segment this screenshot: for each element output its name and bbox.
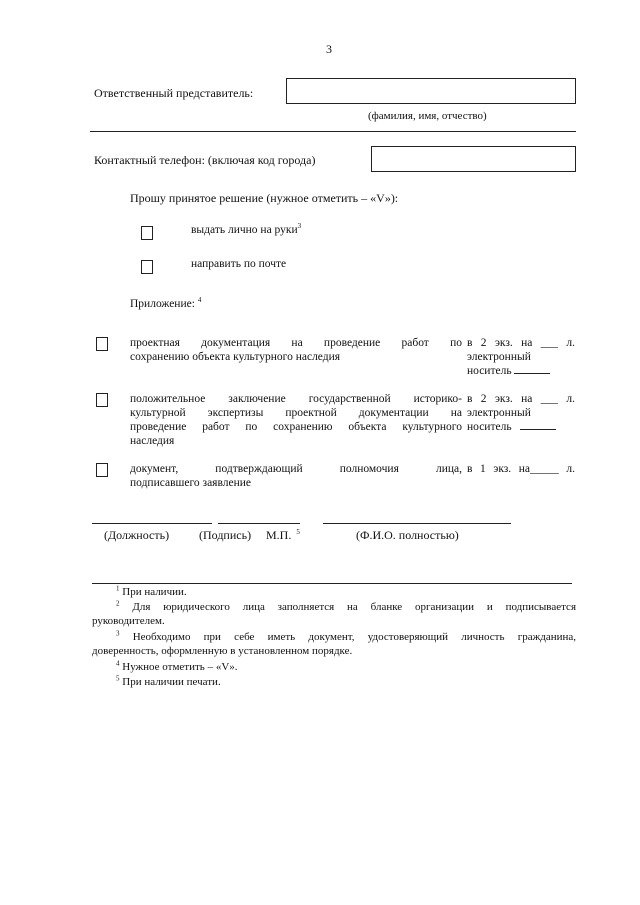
copies-medium xyxy=(467,364,575,378)
copies-text: в 2 экз. на ___ л. xyxy=(467,393,575,405)
footnote-number: 2 xyxy=(116,599,120,608)
checkbox-hand-delivery[interactable] xyxy=(141,226,153,240)
representative-label: Ответственный представитель: xyxy=(94,86,254,100)
separator-line xyxy=(90,131,576,132)
page-number: 3 xyxy=(326,42,332,56)
stamp-label: М.П. xyxy=(266,528,292,542)
attachment-item-text: проведение работ по сохранению объекта культурного xyxy=(130,421,462,433)
copies-text: электронный xyxy=(467,407,531,419)
copies-medium xyxy=(467,420,575,434)
checkbox-attachment-authority-doc[interactable] xyxy=(96,463,108,477)
attachment-label: Приложение: xyxy=(130,298,195,310)
fullname-line xyxy=(323,523,511,524)
stamp-caption xyxy=(266,528,300,543)
attachment-item-text: наследия xyxy=(130,435,175,447)
footnote-5 xyxy=(116,676,221,689)
attachment-heading xyxy=(130,298,201,310)
attachment-item-authority-doc xyxy=(130,462,462,490)
copies-text: электронный xyxy=(467,351,531,363)
footnote-3-continuation: доверенность, оформленную в установленном порядке. xyxy=(92,645,353,657)
copies-text: носитель xyxy=(467,365,512,377)
representative-value xyxy=(287,85,291,97)
footnote-2 xyxy=(116,601,576,614)
attachment-item-project-docs xyxy=(130,336,462,364)
footnote-number: 1 xyxy=(116,584,120,593)
phone-field[interactable] xyxy=(371,146,576,172)
footnote-ref-3: 3 xyxy=(297,222,302,231)
checkbox-attachment-expertise[interactable] xyxy=(96,393,108,407)
attachment-copies-expertise xyxy=(467,392,575,434)
attachment-item-text: сохранению объекта культурного наследия xyxy=(130,351,341,363)
footnote-text: При наличии печати. xyxy=(122,676,221,688)
footnote-4 xyxy=(116,661,238,674)
copies-text: носитель xyxy=(467,421,512,433)
copies-blank-line xyxy=(514,364,550,374)
checkbox-attachment-project-docs[interactable] xyxy=(96,337,108,351)
position-line xyxy=(92,523,212,524)
signature-line xyxy=(218,523,300,524)
footnote-3 xyxy=(116,631,576,644)
copies-blank-line xyxy=(520,420,556,430)
footnote-1 xyxy=(116,586,187,599)
footnote-separator xyxy=(92,583,572,584)
footnote-number: 4 xyxy=(116,659,120,668)
option-hand-delivery-label: выдать лично на руки xyxy=(191,224,298,236)
footnote-text: Необходимо при себе иметь документ, удостоверяющий личность гражданина, xyxy=(132,631,577,643)
attachment-item-text: проектная документация на проведение работ по xyxy=(130,337,462,349)
footnote-number: 3 xyxy=(116,629,120,638)
option-hand-delivery xyxy=(191,224,301,236)
attachment-item-text: подписавшего заявление xyxy=(130,477,251,489)
attachment-item-text: положительное заключение государственной историко- xyxy=(130,393,462,405)
attachment-copies-authority-doc xyxy=(467,462,575,476)
phone-value xyxy=(372,153,376,165)
footnote-ref-4: 4 xyxy=(197,296,202,305)
phone-label: Контактный телефон: (включая код города) xyxy=(94,153,316,167)
footnote-text: При наличии. xyxy=(122,586,187,598)
attachment-copies-project-docs xyxy=(467,336,575,378)
representative-field[interactable] xyxy=(286,78,576,104)
footnote-text: Для юридического лица заполняется на бланке организации и подписывается xyxy=(132,601,576,613)
footnote-ref-5: 5 xyxy=(296,528,300,536)
representative-caption: (фамилия, имя, отчество) xyxy=(368,110,487,122)
copies-text: в 2 экз. на ___ л. xyxy=(467,337,575,349)
footnote-text: Нужное отметить – «V». xyxy=(122,661,238,673)
fullname-caption: (Ф.И.О. полностью) xyxy=(356,528,459,542)
footnote-2-continuation: руководителем. xyxy=(92,615,165,627)
attachment-item-text: культурной экспертизы проектной документации на xyxy=(130,407,462,419)
option-mail-delivery-label: направить по почте xyxy=(191,258,287,270)
signature-caption: (Подпись) xyxy=(199,528,252,542)
checkbox-mail-delivery[interactable] xyxy=(141,260,153,274)
attachment-item-expertise xyxy=(130,392,462,448)
decision-prompt: Прошу принятое решение (нужное отметить – «V»): xyxy=(130,191,399,205)
copies-text: в 1 экз. на_____ л. xyxy=(467,463,575,475)
position-caption: (Должность) xyxy=(104,528,170,542)
attachment-item-text: документ, подтверждающий полномочия лица, xyxy=(130,463,462,475)
footnote-number: 5 xyxy=(116,674,120,683)
